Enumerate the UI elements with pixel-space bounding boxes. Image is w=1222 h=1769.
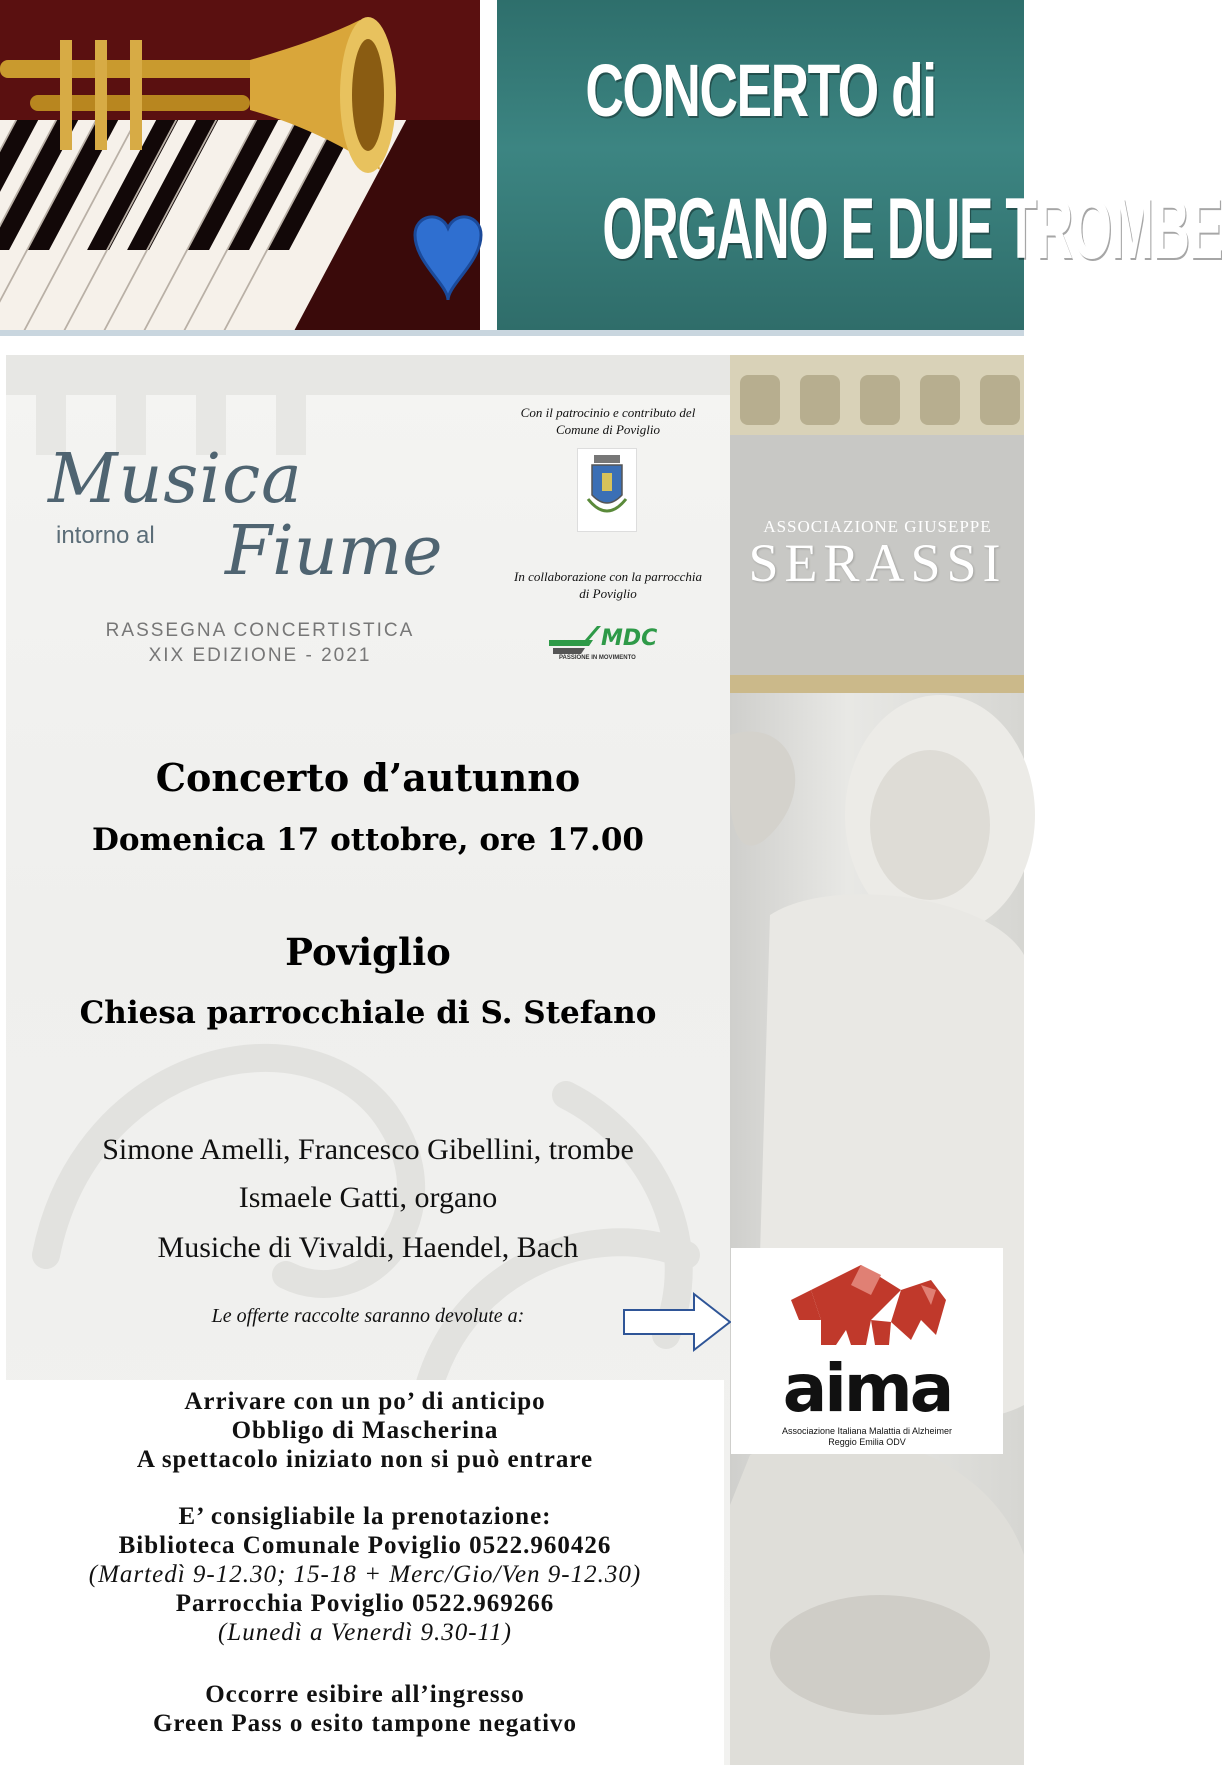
mdc-logo bbox=[545, 618, 665, 666]
booking-title: E’ consigliabile la prenotazione: bbox=[178, 1503, 552, 1530]
aima-subtitle-line2: Reggio Emilia ODV bbox=[828, 1437, 906, 1447]
booking-parish-hours: (Lunedì a Venerdì 9.30-11) bbox=[217, 1619, 512, 1646]
banner-photo-trumpet-piano bbox=[0, 0, 480, 330]
performers-organ: Ismaele Gatti, organo bbox=[238, 1181, 498, 1214]
booking-library: Biblioteca Comunale Poviglio 0522.960426 bbox=[118, 1532, 612, 1559]
mdc-name: MDC bbox=[601, 626, 658, 651]
banner-title-panel bbox=[497, 0, 1222, 330]
donation-note: Le offerte raccolte saranno devolute a: bbox=[211, 1305, 525, 1327]
rule-arrive-early: Arrivare con un po’ di anticipo bbox=[184, 1388, 546, 1415]
aima-subtitle bbox=[731, 1426, 1003, 1448]
aima-logo bbox=[731, 1248, 1003, 1454]
trumpet-piano-illustration bbox=[0, 0, 480, 330]
event-datetime: Domenica 17 ottobre, ore 17.00 bbox=[92, 822, 644, 858]
patronage-note bbox=[498, 404, 718, 438]
event-venue: Chiesa parrocchiale di S. Stefano bbox=[79, 995, 657, 1031]
aima-subtitle-line1: Associazione Italiana Malattia di Alzheimer bbox=[781, 1426, 953, 1436]
entry-requirement-line2: Green Pass o esito tampone negativo bbox=[152, 1710, 578, 1737]
collaboration-note bbox=[495, 568, 721, 602]
festival-logo-intorno: intorno al bbox=[56, 522, 155, 549]
mdc-tagline: PASSIONE IN MOVIMENTO bbox=[559, 655, 636, 661]
event-title: Concerto d’autunno bbox=[155, 755, 581, 800]
elephant-origami-icon bbox=[771, 1260, 971, 1360]
serassi-logo: SERASSI bbox=[748, 533, 1007, 593]
festival-logo-fiume: Fiume bbox=[225, 512, 443, 591]
entry-requirement-line1: Occorre esibire all’ingresso bbox=[205, 1681, 525, 1708]
serassi-association-label: ASSOCIAZIONE GIUSEPPE bbox=[763, 517, 992, 536]
patronage-line2: Comune di Poviglio bbox=[556, 422, 660, 437]
municipality-crest-icon bbox=[577, 448, 637, 532]
banner-title-line1: CONCERTO di bbox=[585, 49, 936, 132]
banner-title-line2: ORGANO E DUE TROMBE bbox=[602, 181, 1222, 277]
aima-wordmark: aima bbox=[782, 1350, 952, 1427]
festival-subtitle-line1: RASSEGNA CONCERTISTICA bbox=[105, 620, 415, 641]
program-composers: Musiche di Vivaldi, Haendel, Bach bbox=[157, 1231, 579, 1264]
booking-parish: Parrocchia Poviglio 0522.969266 bbox=[175, 1590, 555, 1617]
event-town: Poviglio bbox=[285, 930, 451, 974]
festival-subtitle bbox=[100, 618, 420, 668]
heart-icon bbox=[415, 217, 481, 300]
rule-mask: Obbligo di Mascherina bbox=[231, 1417, 499, 1444]
rule-no-late-entry: A spettacolo iniziato non si può entrare bbox=[136, 1446, 594, 1473]
arrow-right-icon bbox=[622, 1290, 734, 1354]
collab-line1: In collaborazione con la parrocchia bbox=[514, 569, 702, 584]
banner-divider bbox=[0, 330, 1024, 336]
collab-line2: di Poviglio bbox=[579, 586, 637, 601]
festival-logo-musica: Musica bbox=[48, 440, 303, 519]
festival-subtitle-line2: XIX EDIZIONE - 2021 bbox=[148, 645, 372, 666]
booking-library-hours: (Martedì 9-12.30; 15-18 + Merc/Gio/Ven 9-12.30) bbox=[88, 1561, 642, 1588]
performers-trumpets: Simone Amelli, Francesco Gibellini, trombe bbox=[102, 1133, 634, 1166]
patronage-line1: Con il patrocinio e contributo del bbox=[520, 405, 696, 420]
